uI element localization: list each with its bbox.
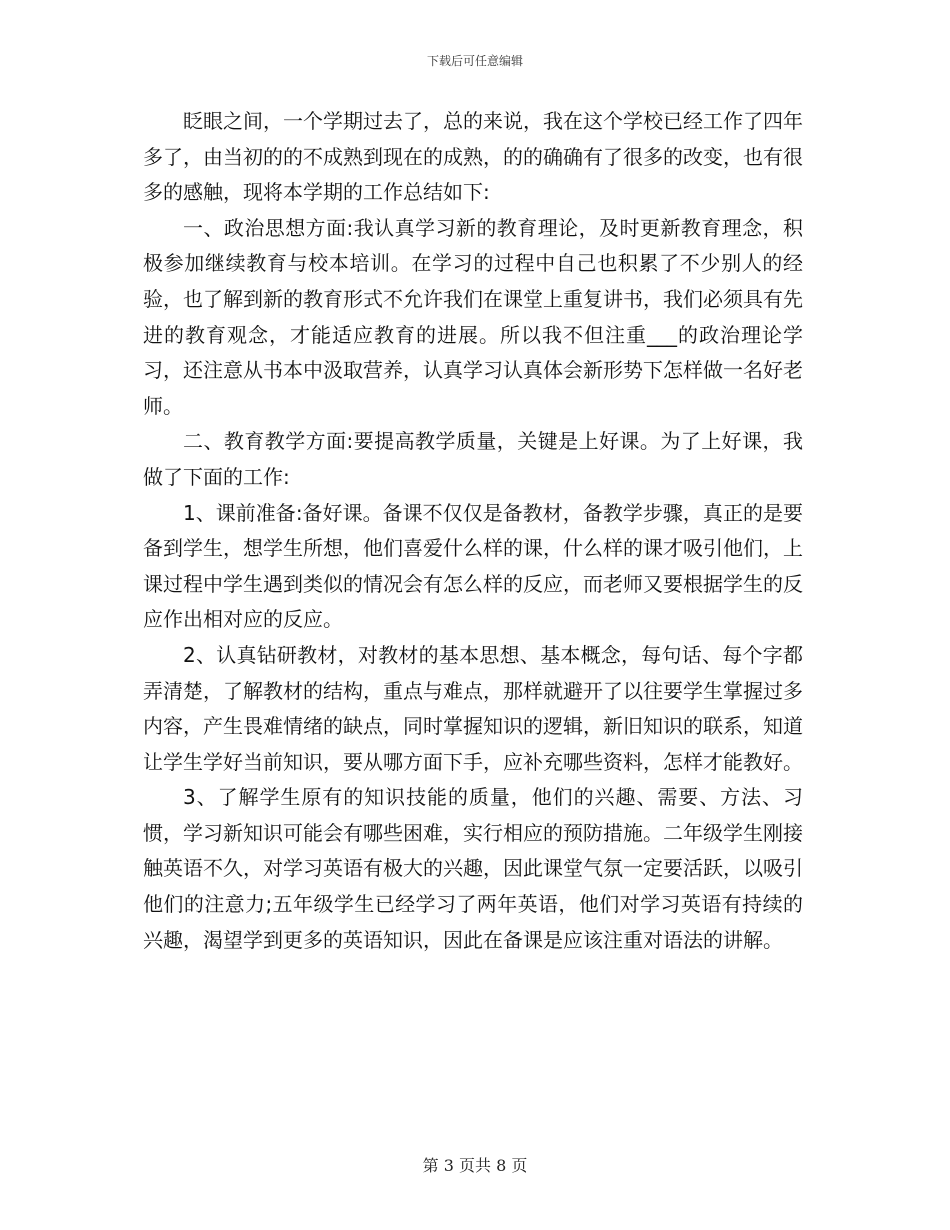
paragraph-study-materials: 2、认真钻研教材，对教材的基本思想、基本概念，每句话、每个字都弄清楚，了解教材的结构，重点与难点，那样就避开了以往要学生掌握过多内容，产生畏难情绪的缺点，同时掌握知识的逻辑，新旧知识的联系，知道让学生学好当前知识，要从哪方面下手，应补充哪些资料，怎样才能教好。 — [143, 642, 803, 774]
page-number-footer — [0, 1153, 950, 1176]
page-header-note: 下载后可任意编辑 — [426, 54, 523, 68]
paragraph-know-students: 3、了解学生原有的知识技能的质量，他们的兴趣、需要、方法、习惯，学习新知识可能会有哪些困难，实行相应的预防措施。二年级学生刚接触英语不久，对学习英语有极大的兴趣，因此课堂气氛一定要活跃，以吸引他们的注意力;五年级学生已经学习了两年英语，他们对学习英语有持续的兴趣，渴望学到更多的英语知识，因此在备课是应该注重对语法的讲解。 — [143, 785, 803, 952]
body-text — [143, 104, 803, 958]
page-number-label: 第 3 页共 8 页 — [422, 1156, 528, 1175]
paragraph-intro: 眨眼之间，一个学期过去了，总的来说，我在这个学校已经工作了四年多了，由当初的的不成熟到现在的成熟，的的确确有了很多的改变，也有很多的感触，现将本学期的工作总结如下: — [143, 109, 803, 205]
paragraph-teaching: 二、教育教学方面:要提高教学质量，关键是上好课。为了上好课，我做了下面的工作: — [143, 429, 803, 489]
paragraph-political-thought: 一、政治思想方面:我认真学习新的教育理论，及时更新教育理念，积极参加继续教育与校本培训。在学习的过程中自己也积累了不少别人的经验，也了解到新的教育形式不允许我们在课堂上重复讲书，我们必须具有先进的教育观念，才能适应教育的进展。所以我不但注重___的政治理论学习，还注意从书本中汲取营养，认真学习认真体会新形势下怎样做一名好老师。 — [143, 215, 803, 418]
paragraph-lesson-prep: 1、课前准备:备好课。备课不仅仅是备教材，备教学步骤，真正的是要备到学生，想学生所想，他们喜爱什么样的课，什么样的课才吸引他们，上课过程中学生遇到类似的情况会有怎么样的反应，而老师又要根据学生的反应作出相对应的反应。 — [143, 500, 803, 632]
